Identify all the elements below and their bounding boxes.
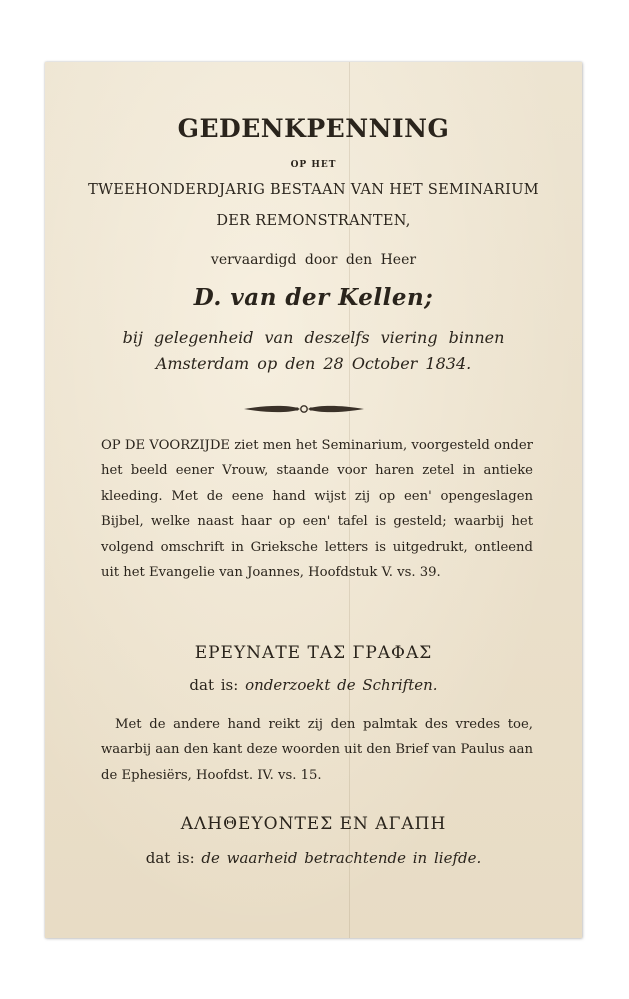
translation-text-2: de waarheid betrachtende in liefde. xyxy=(201,849,482,867)
subtitle-line-2: DER REMONSTRANTEN, xyxy=(216,213,411,229)
dat-is-label-1: dat is: xyxy=(189,676,239,694)
translation-line-1 xyxy=(45,676,582,694)
maker-name: D. van der Kellen; xyxy=(193,284,434,311)
dat-is-label-2: dat is: xyxy=(145,849,195,867)
occasion-line-2: Amsterdam op den 28 October 1834. xyxy=(155,354,472,373)
document-sheet xyxy=(45,62,582,938)
subtitle-line-1: TWEEHONDERDJARIG BESTAAN VAN HET SEMINARIUM xyxy=(88,182,539,198)
paragraph-other-hand: Met de andere hand reikt zij den palmtak des vredes toe, waarbij aan den kant deze woorden uit den Brief van Paulus aan de Ephesiërs, Hoofdst. IV. vs. 15. xyxy=(101,717,533,783)
greek-inscription-1: ΕΡΕΥΝΑΤΕ ΤΑΣ ΓΡΑΦΑΣ xyxy=(194,643,433,663)
translation-text-1: onderzoekt de Schriften. xyxy=(245,676,438,694)
ornament-divider-icon xyxy=(242,402,366,416)
translation-line-2 xyxy=(45,849,582,867)
subtitle-op-het: OP HET xyxy=(290,160,337,170)
greek-inscription-2: ΑΛΗΘΕΥΟΝΤΕΣ ΕΝ ΑΓΑΠΗ xyxy=(180,814,447,834)
made-by-line: vervaardigd door den Heer xyxy=(210,252,417,268)
paragraph-front-side: OP DE VOORZIJDE ziet men het Seminarium, voorgesteld onder het beeld eener Vrouw, staande voor haren zetel in antieke kleeding. Met de eene hand wijst zij op een' opengeslagen Bijbel, welke naast haar op een' tafel is gesteld; waarbij het volgend omschrift in Grieksche letters is uitgedrukt, ontleend uit het Evangelie van Joannes, Hoofdstuk V. vs. 39. xyxy=(101,438,533,581)
document-title: GEDENKPENNING xyxy=(177,114,450,143)
occasion-line-1: bij gelegenheid van deszelfs viering binnen xyxy=(122,328,505,347)
